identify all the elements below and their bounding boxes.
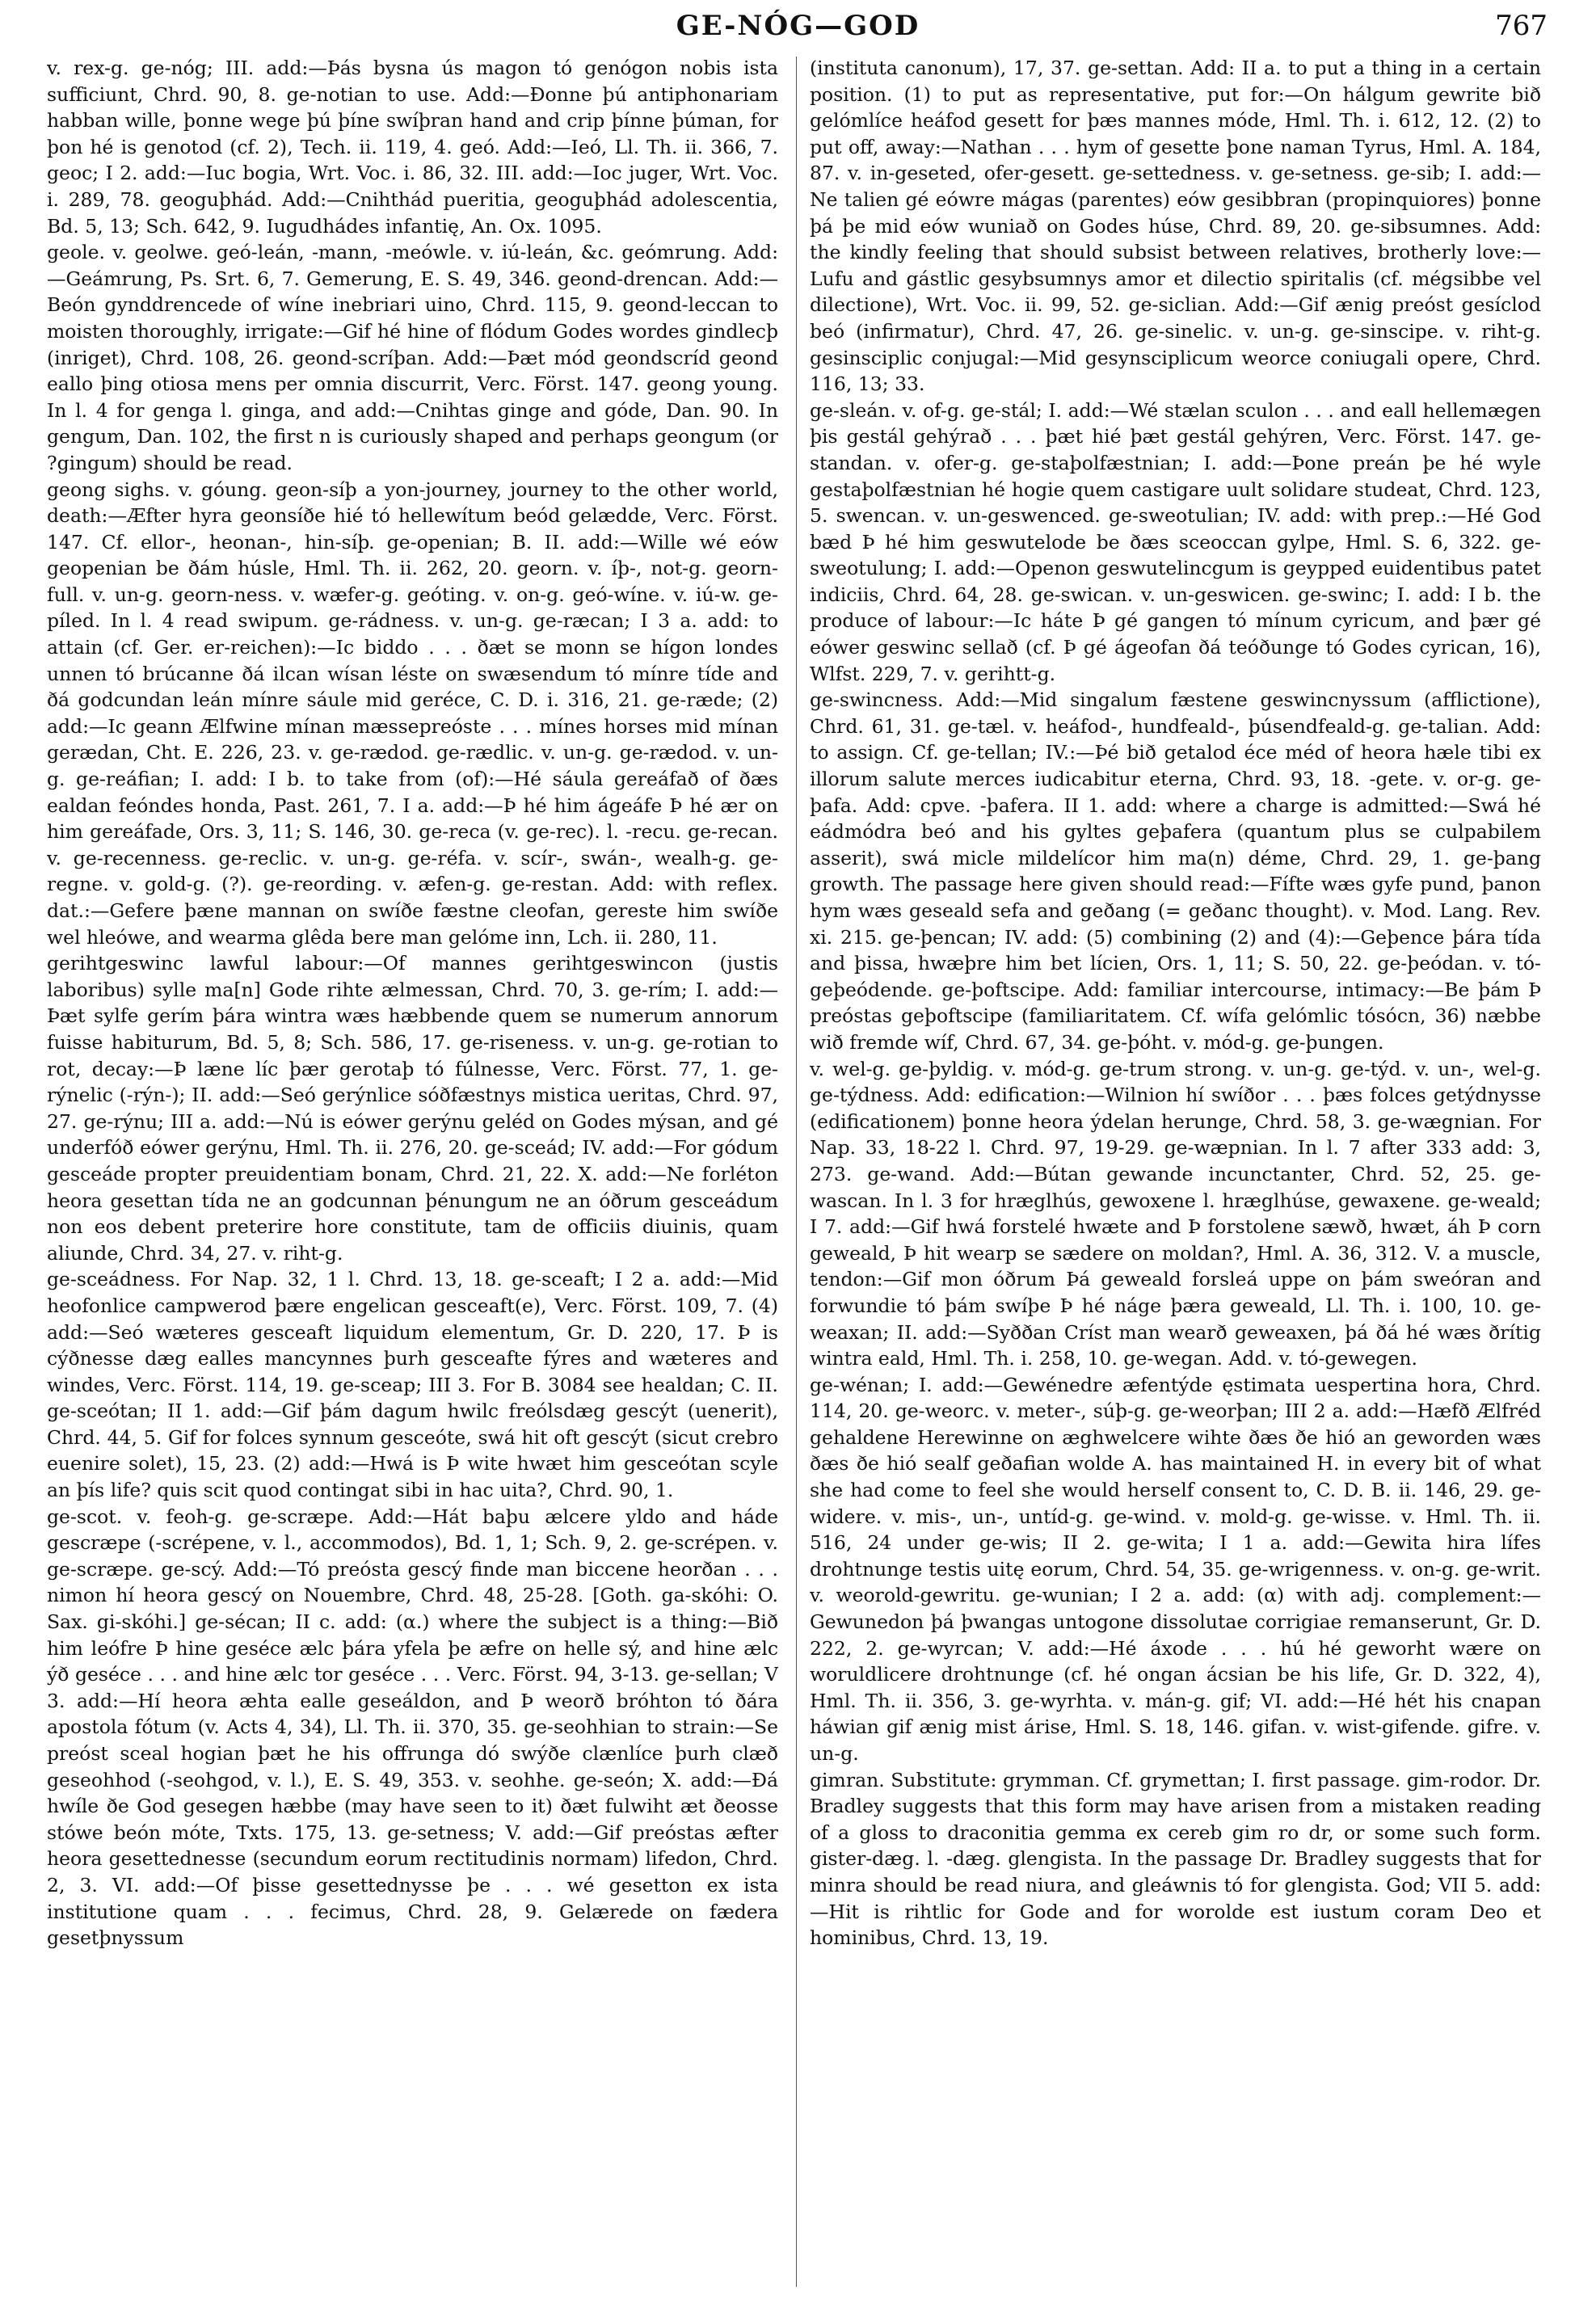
left-paragraph-4: gerihtgeswinc lawful labour:—Of mannes gerihtgeswincon (justis laboribus) sylle ma[n] Gode rihte ælmessan, Chrd. 70, 3. ge-rím; I. add:—Þæt sylfe gerím þára wintra wæs hæbbende quem se numerum annorum fuisse habiturum, Bd. 5, 8; Sch. 586, 17. ge-riseness. v. un-g. ge-rotian to rot, decay:—Þ læne líc þær gerotaþ tó fúlnesse, Verc. Först. 77, 1. ge-rýnelic (-rýn-); II. add:—Seó gerýnlice sóðfæstnys mistica ueritas, Chrd. 97, 27. ge-rýnu; III a. add:—Nú is eówer gerýnu geléd on Godes mýsan, and gé underfóð eówer gerýnu, Hml. Th. ii. 276, 20. ge-sceád; IV. add:—For gódum gesceáde propter preuidentiam bonam, Chrd. 21, 22. X. add:—Ne forléton heora gesettan tída ne an godcunnan þénungum ne an óðrum gesceádum non eos debent preterire hore constitute, tam de officiis diuinis, quam aliunde, Chrd. 34, 27. v. riht-g.	[47, 952, 778, 1265]
right-paragraph-4: v. wel-g. ge-þyldig. v. mód-g. ge-trum strong. v. un-g. ge-týd. v. un-, wel-g. ge-týdness. Add: edification:—Wilnion hí swíðor . . . þæs folces getýdnysse (edificationem) þonne heora ýdelan herunge, Chrd. 58, 3. ge-wægnian. For Nap. 33, 18-22 l. Chrd. 97, 19-29. ge-wæpnian. In l. 7 after 333 add: 3, 273. ge-wand. Add:—Bútan gewande incunctanter, Chrd. 52, 25. ge-wascan. In l. 3 for hræglhús, gewoxene l. hræglhúse, gewaxene. ge-weald; I 7. add:—Gif hwá forstelé hwæte and Þ forstolene sæwð, hwæt, áh Þ corn geweald, Þ hit wearp se sædere on moldan?, Hml. A. 36, 312. V. a muscle, tendon:—Gif mon óðrum Þá geweald forsleá uppe on þám sweóran and forwundie tó þám swíþe Þ hé náge þæra geweald, Ll. Th. i. 100, 10. ge-weaxan; II. add:—Syððan Críst man wearð geweaxen, þá ðá hé wæs ðrítig wintra eald, Hml. Th. i. 258, 10. ge-wegan. Add. v. tó-gewegen.	[810, 1057, 1541, 1370]
right-paragraph-1: (instituta canonum), 17, 37. ge-settan. Add: II a. to put a thing in a certain position. (1) to put as representative, put for:—On hálgum gewrite bið gelómlíce heáfod gesett for þæs mannes móde, Hml. Th. i. 612, 12. (2) to put off, away:—Nathan . . . hym of gesette þone naman Tyrus, Hml. A. 184, 87. v. in-geseted, ofer-gesett. ge-settedness. v. ge-setness. ge-sib; I. add:—Ne talien gé eówre mágas (parentes) eów gesibbran (propinquiores) þonne þá þe mid eów wuniað on Godes húse, Chrd. 89, 20. ge-sibsumnes. Add: the kindly feeling that should subsist between relatives, brotherly love:—Lufu and gástlic gesybsumnys amor et dilectio spiritalis (cf. mégsibbe vel dilectione), Wrt. Voc. ii. 99, 52. ge-siclian. Add:—Gif ænig preóst gesíclod beó (infirmatur), Chrd. 47, 26. ge-sinelic. v. un-g. ge-sinscipe. v. riht-g. gesinsciplic conjugal:—Mid gesynsciplicum weorce coniugali opere, Chrd. 116, 13; 33.	[810, 57, 1541, 396]
left-paragraph-3: geong sighs. v. góung. geon-síþ a yon-journey, journey to the other world, death:—Æfter hyra geonsíðe hié tó hellewítum beód gelædde, Verc. Först. 147. Cf. ellor-, heonan-, hin-síþ. ge-openian; B. II. add:—Wille wé eów geopenian be ðám húsle, Hml. Th. ii. 262, 20. georn. v. íþ-, not-g. georn-full. v. un-g. georn-ness. v. wæfer-g. geóting. v. on-g. geó-wíne. v. iú-w. ge-píled. In l. 4 read swipum. ge-rádness. v. un-g. ge-ræcan; I 3 a. add: to attain (cf. Ger. er-reichen):—Ic biddo . . . ðæt se monn se hígon londes unnen tó brúcanne ðá ilcan wísan léste on swæsendum tó mínre tíde and ðá godcundan leán mínre sáule mid geréce, C. D. i. 316, 21. ge-ræde; (2) add:—Ic geann Ælfwine mínan mæssepreóste . . . mínes horses mid mínan gerædan, Cht. E. 226, 23. v. ge-rædod. ge-rædlic. v. un-g. ge-rædod. v. un-g. ge-reáfian; I. add: I b. to take from (of):—Hé sáula gereáfað of ðæs ealdan feóndes honda, Past. 261, 7. I a. add:—Þ hé him ágeáfe Þ hé ær on him gereáfade, Ors. 3, 11; S. 146, 30. ge-reca (v. ge-rec). l. -recu. ge-recan. v. ge-recenness. ge-reclic. v. un-g. ge-réfa. v. scír-, swán-, wealh-g. ge-regne. v. gold-g. (?). ge-reording. v. æfen-g. ge-restan. Add: with reflex. dat.:—Gefere þæne mannan on swíðe fæstne cleofan, gereste him swíðe wel hleówe, and wearma glêda bere man gelóme inn, Lch. ii. 280, 11.	[47, 478, 778, 949]
right-paragraph-2: ge-sleán. v. of-g. ge-stál; I. add:—Wé stælan sculon . . . and eall hellemægen þis gestál gehýrað . . . þæt hié þæt gestál gehýren, Verc. Först. 147. ge-standan. v. ofer-g. ge-staþolfæstnian; I. add:—Þone preán þe hé wyle gestaþolfæstnian hé hogie quem castigare uult solidare studeat, Chrd. 123, 5. swencan. v. un-geswenced. ge-sweotulian; IV. add: with prep.:—Hé God bæd Þ hé him geswutelode be ðæs sceoccan gylpe, Hml. S. 6, 322. ge-sweotulung; I. add:—Openon geswutelincgum is geypped euidentibus patet indiciis, Chrd. 64, 28. ge-swican. v. un-geswicen. ge-swinc; I. add: I b. the produce of labour:—Ic háte Þ gé gangen tó mínum cyricum, and þær gé eówer geswinc sellað (cf. Þ gé ágeofan ðá teóðunge tó Godes cyrican, 16), Wlfst. 229, 7. v. gerihtt-g.	[810, 398, 1541, 685]
page-number: 767	[1495, 10, 1548, 42]
left-paragraph-5: ge-sceádness. For Nap. 32, 1 l. Chrd. 13, 18. ge-sceaft; I 2 a. add:—Mid heofonlice campwerod þære engelican gesceaft(e), Verc. Först. 109, 7. (4) add:—Seó wæteres gesceaft liquidum elementum, Gr. D. 220, 17. Þ is cýðnesse dæg ealles mancynnes þurh gesceafte fýres and wæteres and windes, Verc. Först. 114, 19. ge-sceap; III 3. For B. 3084 see healdan; C. II. ge-sceótan; II 1. add:—Gif þám dagum hwilc freólsdæg gescýt (uenerit), Chrd. 44, 5. Gif for folces synnum gesceóte, swá hit oft gescýt (sicut crebro euenire solet), 15, 23. (2) add:—Hwá is Þ wite hwæt him gesceótan scyle an þís life? quis scit quod contingat sibi in hac uita?, Chrd. 90, 1.	[47, 1268, 778, 1502]
right-paragraph-6: gimran. Substitute: grymman. Cf. grymettan; I. first passage. gim-rodor. Dr. Bradley suggests that this form may have arisen from a mistaken reading of a gloss to draconitia gemma ex cereb gim ro dr, or some such form. gister-dæg. l. -dæg. glengista. In the passage Dr. Bradley suggests that for minra should be read niura, and gleáwnis tó for glengista. God; VII 5. add:—Hit is rihtlic for Gode and for worolde est iustum coram Deo et hominibus, Chrd. 13, 19.	[810, 1768, 1541, 1950]
left-paragraph-1: v. rex-g. ge-nóg; III. add:—Þás bysna ús magon tó genógon nobis ista sufficiunt, Chrd. 90, 8. ge-notian to use. Add:—Ðonne þú antiphonariam habban wille, þonne wege þú þíne swíþran hand and crip þínne þúman, for þon hé is genotod (cf. 2), Tech. ii. 119, 4. geó. Add:—Ieó, Ll. Th. ii. 366, 7. geoc; I 2. add:—Iuc bogia, Wrt. Voc. i. 86, 32. III. add:—Ioc juger, Wrt. Voc. i. 289, 78. geoguþhád. Add:—Cnihthád pueritia, geoguþhád adolescentia, Bd. 5, 13; Sch. 642, 9. Iugudhádes infantię, An. Ox. 1095.	[47, 57, 778, 238]
left-paragraph-2: geole. v. geolwe. geó-leán, -mann, -meówle. v. iú-leán, &c. geómrung. Add:—Geámrung, Ps. Srt. 6, 7. Gemerung, E. S. 49, 346. geond-drencan. Add:—Beón gynddrencede of wíne inebriari uino, Chrd. 115, 9. geond-leccan to moisten thoroughly, irrigate:—Gif hé hine of flódum Godes wordes gindlecþ (inriget), Chrd. 108, 26. geond-scríþan. Add:—Þæt mód geondscríd geond eallo þing otiosa mens per omnia discurrit, Verc. Först. 147. geong young. In l. 4 for genga l. ginga, and add:—Cnihtas ginge and góde, Dan. 90. In gengum, Dan. 102, the first n is curiously shaped and perhaps geongum (or ?gingum) should be read.	[47, 241, 778, 474]
page-header	[0, 10, 1596, 47]
right-paragraph-5: ge-wénan; I. add:—Gewénedre æfentýde ęstimata uespertina hora, Chrd. 114, 20. ge-weorc. v. meter-, súþ-g. ge-weorþan; III 2 a. add:—Hæfð Ælfréd gehaldene Herewinne on æghwelcere wihte ðæs ðe hió an geworden wæs ðæs ðe hió sealf geðafian wolde A. has maintained H. in every bit of what she had come to feel she would herself consent to, C. D. B. ii. 146, 29. ge-widere. v. mis-, un-, untíd-g. ge-wind. v. mold-g. ge-wisse. v. Hml. Th. ii. 516, 24 under ge-wis; II 2. ge-wita; I 1 a. add:—Gewita hira lífes drohtnunge testis uitę eorum, Chrd. 54, 35. ge-wrigenness. v. on-g. ge-writ. v. weorold-gewritu. ge-wunian; I 2 a. add: (α) with adj. complement:—Gewunedon þá þwangas untogone dissolutae corrigiae remanserunt, Gr. D. 222, 2. ge-wyrcan; V. add:—Hé áxode . . . hú hé geworht wære on woruldlicere drohtnunge (cf. hé ongan ácsian be his life, Gr. D. 322, 4), Hml. Th. ii. 356, 3. ge-wyrhta. v. mán-g. gif; VI. add:—Hé hét his cnapan háwian gif ænig mist árise, Hml. S. 18, 146. gifan. v. wist-gifende. gifre. v. un-g.	[810, 1373, 1541, 1765]
left-paragraph-6: ge-scot. v. feoh-g. ge-scræpe. Add:—Hát baþu ælcere yldo and háde gescræpe (-scrépene, v. l., accommodos), Bd. 1, 1; Sch. 9, 2. ge-scrépen. v. ge-scræpe. ge-scý. Add:—Tó preósta gescý finde man biccene heorðan . . . nimon hí heora gescý on Nouembre, Chrd. 48, 25-28. [Goth. ga-skóhi: O. Sax. gi-skóhi.] ge-sécan; II c. add: (α.) where the subject is a thing:—Bið him leófre Þ hine geséce ælc þára yfela þe æfre on helle sý, and hine ælc ýð gesécе . . . and hine ælc tor gesécе . . . Verc. Först. 94, 3-13. ge-sellan; V 3. add:—Hí heora æhta ealle geseáldon, and Þ weorð bróhton tó ðára apostola fótum (v. Acts 4, 34), Ll. Th. ii. 370, 35. ge-seohhian to strain:—Se preóst sceal hogian þæt he his offrunga dó swýðe clænlíce þurh clæð geseohhod (-seohgod, v. l.), E. S. 49, 353. v. seohhe. ge-seón; X. add:—Ðá hwíle ðe God gesegen hæbbe (may have seen to it) ðæt fulwiht æt ðeosse stówe beón móte, Txts. 175, 13. ge-setness; V. add:—Gif preóstas æfter heora gesettednesse (secundum eorum rectitudinis normam) lifedon, Chrd. 2, 3. VI. add:—Of þisse gesettednysse þe . . . wé gesetton ex ista institutione quam . . . fecimus, Chrd. 28, 9. Gelærede on fædera gesetþnyssum	[47, 1505, 778, 1950]
page-title: GE-NÓG—GOD	[676, 10, 920, 42]
left-column	[47, 55, 778, 2293]
right-paragraph-3: ge-swincness. Add:—Mid singalum fæstene geswincnyssum (afflictione), Chrd. 61, 31. ge-tæl. v. heáfod-, hundfeald-, þúsendfeald-g. ge-talian. Add: to assign. Cf. ge-tellan; IV.:—Þé bið getalod éce méd of heora hæle tibi ex illorum salute merces iudicabitur eterna, Chrd. 93, 18. -gete. v. or-g. ge-þafa. Add: cpve. -þafera. II 1. add: where a charge is admitted:—Swá hé eádmódra beó and his gyltes geþafera (quantum plus se culpabilem asserit), swá micle mildelícor him ma(n) déme, Chrd. 29, 1. ge-þang growth. The passage here given should read:—Fífte wæs gyfe pund, þanon hym wæs geseald sefa and geðang (= geðanc thought). v. Mod. Lang. Rev. xi. 215. ge-þencan; IV. add: (5) combining (2) and (4):—Geþence þára tída and þissa, hwæþre him bet lícien, Ors. 1, 11; S. 50, 22. ge-þeódan. v. tó-geþeódende. ge-þoftscipe. Add: familiar intercourse, intimacy:—Be þám Þ preóstas geþoftscipe (familiaritatem. Cf. wífa gelómlic tósócn, 36) næbbe wið fremde wíf, Chrd. 67, 34. ge-þóht. v. mód-g. ge-þungen.	[810, 688, 1541, 1054]
right-column	[810, 55, 1541, 2293]
column-divider	[796, 57, 797, 2287]
